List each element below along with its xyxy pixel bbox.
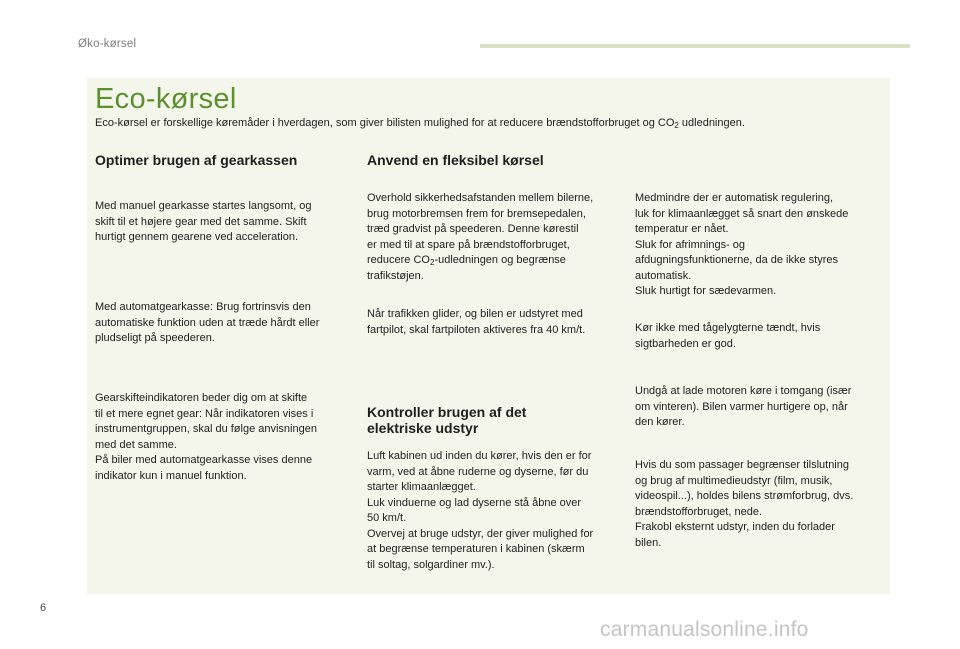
heading-flexible-driving: Anvend en fleksibel kørsel <box>367 152 544 168</box>
text-line: Med automatgearkasse: Brug fortrinsvis den <box>95 301 311 313</box>
text-line: hurtigt gennem gearene ved acceleration. <box>95 231 299 243</box>
text-line: videospil...), holdes bilens strømforbrug, dvs. <box>635 490 854 502</box>
text-line: Kør ikke med tågelygterne tændt, hvis <box>635 322 821 334</box>
co2-subscript: 2 <box>429 258 435 267</box>
text-line: Gearskifteindikatoren beder dig om at skifte <box>95 392 308 404</box>
text-line: og brug af multimedieudstyr (film, musik, <box>635 474 833 487</box>
text-line: Luft kabinen ud inden du kører, hvis den er for <box>367 450 592 462</box>
intro-co2-subscript: 2 <box>674 121 679 130</box>
para-cruise-control <box>367 307 585 338</box>
text-line: brug motorbremsen frem for bremsepedalen, <box>367 207 586 220</box>
page-title: Eco-kørsel <box>95 83 237 115</box>
text-line: temperatur er nået. <box>635 223 729 235</box>
text-line: Sluk hurtigt for sædevarmen. <box>635 285 777 297</box>
text-line: om vinteren). Bilen varmer hurtigere op, når <box>635 400 848 413</box>
header-accent-bar <box>480 44 910 48</box>
text-line: indikator kun i manuel funktion. <box>95 469 247 482</box>
text-line: automatiske funktion uden at træde hårdt eller <box>95 316 320 329</box>
text-line: til et mere egnet gear: Når indikatoren vises i <box>95 407 314 420</box>
text-line: varm, ved at åbne ruderne og dyserne, før du <box>367 465 589 478</box>
intro-text <box>95 117 885 129</box>
text-line: Når trafikken glider, og bilen er udstyret med <box>367 308 583 320</box>
para-automatic-gearbox <box>95 300 319 347</box>
text-line: luk for klimaanlægget så snart den ønskede <box>635 207 849 220</box>
text-line: Hvis du som passager begrænser tilslutning <box>635 459 849 471</box>
text-line: Overhold sikkerhedsafstanden mellem bilerne, <box>367 192 594 204</box>
para-fog-lights <box>635 321 820 352</box>
text-line: er med til at spare på brændstofforbruget, <box>367 238 570 251</box>
text-line: starter klimaanlægget. <box>367 481 476 493</box>
text-line: Luk vinduerne og lad dyserne stå åbne over <box>367 496 582 509</box>
text-line: Med manuel gearkasse startes langsomt, og <box>95 200 312 212</box>
text-line: afdugningsfunktionerne, da de ikke styres <box>635 254 839 266</box>
text-line: skift til et højere gear med det samme. Skift <box>95 215 307 228</box>
text-line: På biler med automatgearkasse vises denne <box>95 454 313 466</box>
text-line: til soltag, solgardiner mv.). <box>367 558 495 571</box>
intro-text-end: udledningen. <box>678 117 745 129</box>
text-line: fartpilot, skal fartpiloten aktiveres fra 40 km/t. <box>367 323 586 336</box>
co2-text: reducere CO <box>367 254 430 266</box>
heading-electrical-equipment <box>367 404 526 436</box>
para-gear-indicator <box>95 391 317 484</box>
text-line-co2 <box>367 253 593 269</box>
text-line: trafikstøjen. <box>367 269 424 282</box>
text-line: at begrænse temperaturen i kabinen (skærm <box>367 543 585 555</box>
text-line: Sluk for afrimnings- og <box>635 238 746 251</box>
intro-text-main: Eco-kørsel er forskellige køremåder i hverdagen, som giver bilisten mulighed for at reducere brændstofforbruget og CO <box>95 117 675 129</box>
para-ventilation <box>367 449 593 573</box>
heading-line: Kontroller brugen af det <box>367 404 527 420</box>
text-line: Undgå at lade motoren køre i tomgang (især <box>635 385 852 397</box>
text-line: bilen. <box>635 536 662 549</box>
heading-line: elektriske udstyr <box>367 420 479 436</box>
text-line: den kører. <box>635 416 685 428</box>
watermark-text: carmanualsonline.info <box>600 618 809 641</box>
text-line: sigtbarheden er god. <box>635 337 736 350</box>
section-header-title: Øko-kørsel <box>78 38 137 50</box>
text-line: Frakobl eksternt udstyr, inden du forlader <box>635 521 835 533</box>
text-line: automatisk. <box>635 269 692 282</box>
text-line: Overvej at bruge udstyr, der giver mulighed for <box>367 527 594 540</box>
text-line: Medmindre der er automatisk regulering, <box>635 192 834 204</box>
para-climate-control <box>635 191 848 300</box>
para-manual-gearbox <box>95 199 311 246</box>
text-line: træd gradvist på speederen. Denne kørestil <box>367 223 579 235</box>
para-idling <box>635 384 851 431</box>
co2-text-end: -udledningen og begrænse <box>434 254 566 266</box>
para-safety-distance <box>367 191 593 284</box>
text-line: med det samme. <box>95 438 177 451</box>
heading-gearbox: Optimer brugen af gearkassen <box>95 152 298 168</box>
page-number: 6 <box>40 602 47 614</box>
text-line: instrumentgruppen, skal du følge anvisningen <box>95 423 317 435</box>
text-line: brændstofforbruget, nede. <box>635 505 762 518</box>
text-line: 50 km/t. <box>367 512 407 524</box>
para-multimedia <box>635 458 853 551</box>
text-line: pludseligt på speederen. <box>95 332 215 344</box>
